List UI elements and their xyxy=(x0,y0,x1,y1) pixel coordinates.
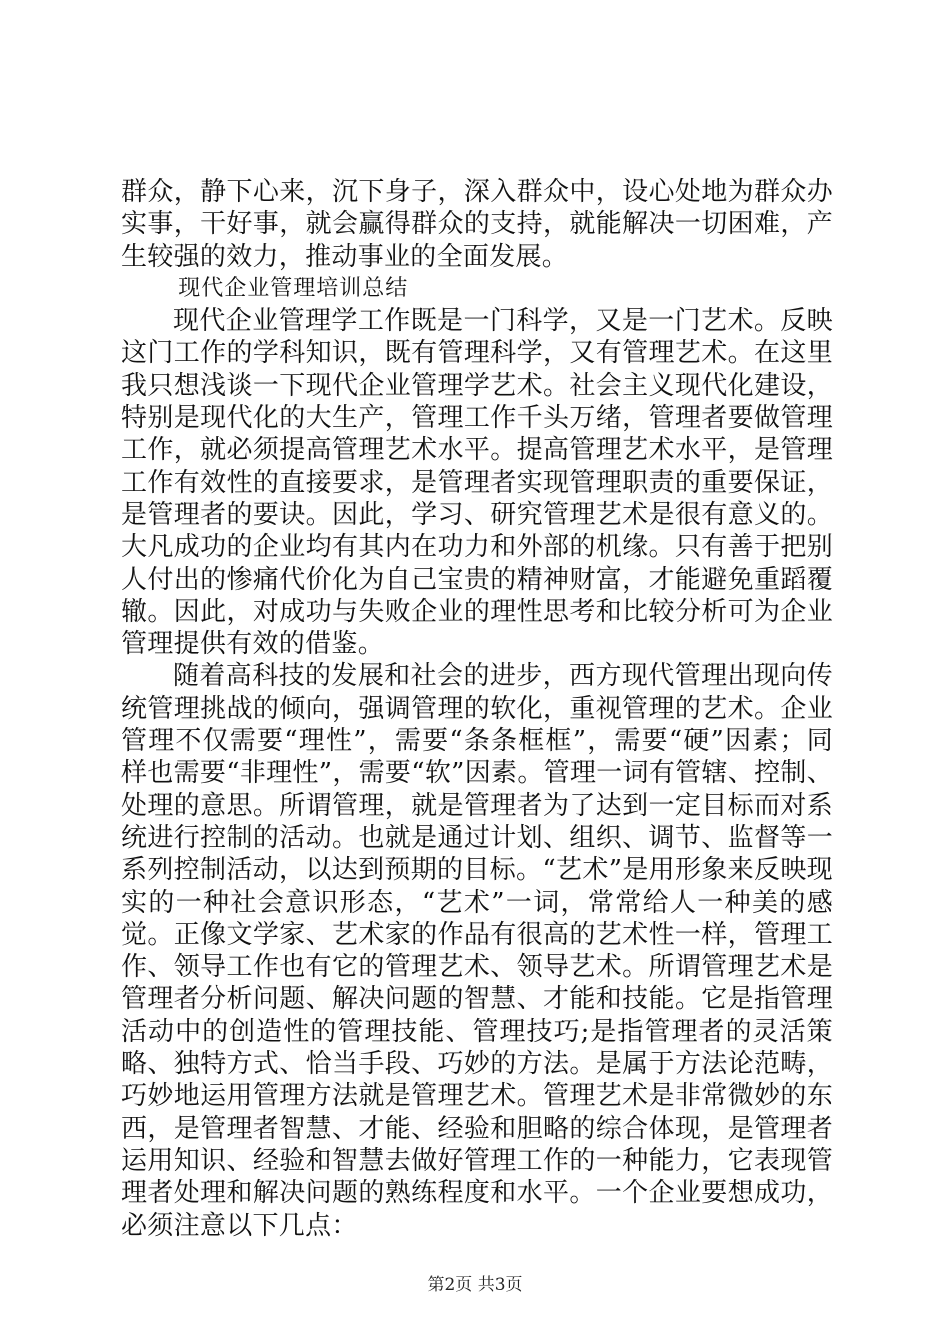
paragraph-intro: 现代企业管理学工作既是一门科学，又是一门艺术。反映这门工作的学科知识，既有管理科学，又有管理艺术。在这里我只想浅谈一下现代企业管理学艺术。社会主义现代化建设，特别是现代化的大生产，管理工作千头万绪，管理者要做管理工作，就必须提高管理艺术水平。提高管理艺术水平，是管理工作有效性的直接要求，是管理者实现管理职责的重要保证，是管理者的要诀。因此，学习、研究管理艺术是很有意义的。大凡成功的企业均有其内在功力和外部的机缘。只有善于把别人付出的惨痛代价化为自己宝贵的精神财富，才能避免重蹈覆辙。因此，对成功与失败企业的理性思考和比较分析可为企业管理提供有效的借鉴。 xyxy=(121,306,833,660)
paragraph-continuation: 群众，静下心来，沉下身子，深入群众中，设心处地为群众办实事，干好事，就会赢得群众的支持，就能解决一切困难，产生较强的效力，推动事业的全面发展。 xyxy=(121,177,833,272)
section-title: 现代企业管理培训总结 xyxy=(178,275,409,301)
document-body xyxy=(121,176,833,1242)
page-number-footer: 第2页 共3页 xyxy=(427,1275,523,1295)
paragraph-management-art: 随着高科技的发展和社会的进步，西方现代管理出现向传统管理挑战的倾向，强调管理的软化，重视管理的艺术。企业管理不仅需要“理性”，需要“条条框框”，需要“硬”因素；同样也需要“非理性”，需要“软”因素。管理一词有管辖、控制、处理的意思。所谓管理，就是管理者为了达到一定目标而对系统进行控制的活动。也就是通过计划、组织、调节、监督等一系列控制活动，以达到预期的目标。“艺术”是用形象来反映现实的一种社会意识形态，“艺术”一词，常常给人一种美的感觉。正像文学家、艺术家的作品有很高的艺术性一样，管理工作、领导工作也有它的管理艺术、领导艺术。所谓管理艺术是管理者分析问题、解决问题的智慧、才能和技能。它是指管理活动中的创造性的管理技能、管理技巧;是指管理者的灵活策略、独特方式、恰当手段、巧妙的方法。是属于方法论范畴，巧妙地运用管理方法就是管理艺术。管理艺术是非常微妙的东西，是管理者智慧、才能、经验和胆略的综合体现，是管理者运用知识、经验和智慧去做好管理工作的一种能力，它表现管理者处理和解决问题的熟练程度和水平。一个企业要想成功，必须注意以下几点： xyxy=(121,661,833,1241)
